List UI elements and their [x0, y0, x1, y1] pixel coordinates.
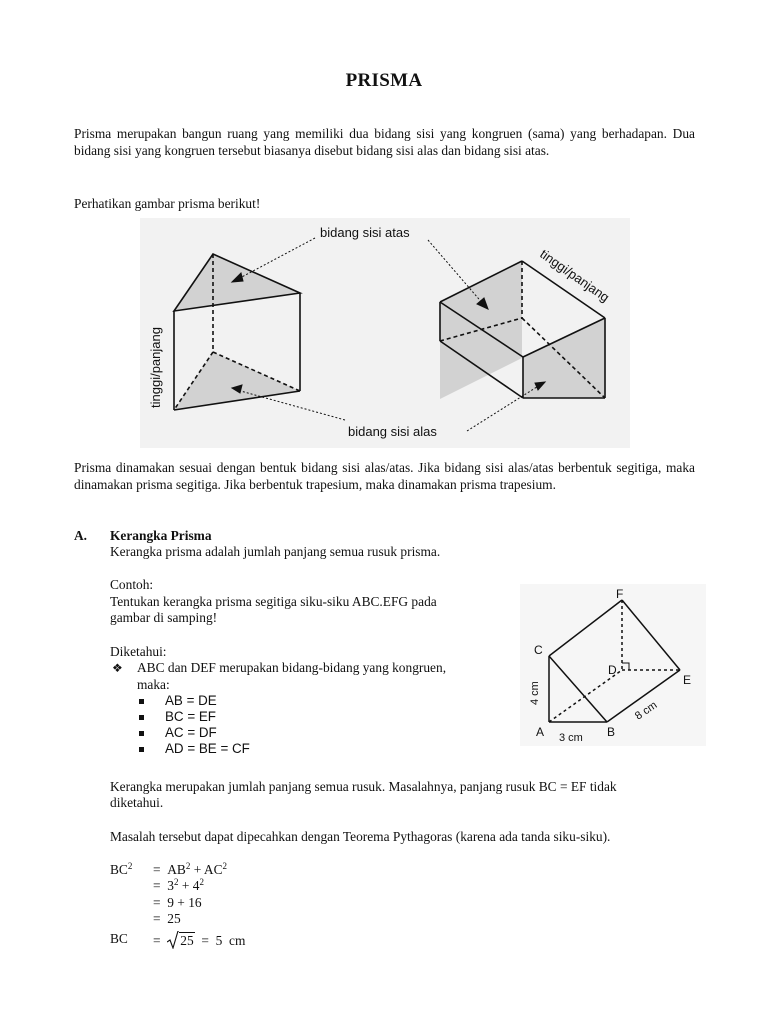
label-height-right: tinggi/panjang [537, 246, 613, 305]
calc-total: 25 [167, 911, 181, 926]
given-label: Diketahui: [110, 644, 167, 659]
sqrt-sign-icon [167, 931, 179, 949]
pythagoras-line: Masalah tersebut dapat dipecahkan dengan Teorema Pythagoras (karena ada tanda siku-siku). [110, 829, 611, 844]
problem-line-1: Tentukan kerangka prisma segitiga siku-siku ABC.EFG pada [110, 594, 437, 609]
kerangka-line-2: diketahui. [110, 795, 164, 810]
ac-length-label: 4 cm [529, 681, 541, 705]
calc-equals: = [153, 878, 161, 893]
vertex-a-label: A [536, 725, 545, 739]
sqrt-radicand: 25 [180, 933, 194, 948]
problem-line-2: gambar di samping! [110, 610, 218, 625]
vertex-c-label: C [534, 643, 543, 657]
calc-square: 2 [199, 877, 204, 887]
calc-row-4 [153, 911, 181, 927]
equality-item: AC = DF [165, 725, 217, 740]
prism-figure [140, 218, 630, 448]
equality-item: AD = BE = CF [165, 741, 250, 756]
vertex-b-label: B [607, 725, 616, 739]
calc-equals: = [153, 911, 161, 926]
calc-lhs: BC [110, 862, 128, 877]
square-bullet-icon [139, 699, 144, 704]
calc-row-1-rhs [153, 862, 227, 878]
label-bottom-face: bidang sisi alas [348, 424, 437, 439]
square-bullet-icon [139, 715, 144, 720]
page-title: PRISMA [345, 70, 423, 91]
diamond-bullet-icon: ❖ [112, 661, 123, 675]
calc-ac: AC [203, 862, 223, 877]
vertex-d-label: D [608, 663, 617, 677]
ab-length-label: 3 cm [559, 732, 583, 744]
calc-square: 2 [222, 861, 228, 871]
kerangka-line-1: Kerangka merupakan jumlah panjang semua rusuk. Masalahnya, panjang rusuk BC = EF tidak [110, 779, 617, 794]
example-label: Contoh: [110, 577, 154, 592]
calc-plus: + [193, 862, 202, 877]
square-bullet-icon [139, 747, 144, 752]
congruent-line-1: ABC dan DEF merupakan bidang-bidang yang kongruen, [137, 660, 447, 675]
calc-square: 2 [185, 861, 191, 871]
section-heading: Kerangka Prisma [110, 528, 212, 543]
congruent-line-2: maka: [137, 677, 170, 692]
calc-row-5-rhs [153, 931, 245, 949]
right-prism-figure [520, 584, 706, 746]
calc-sum: 9 + 16 [167, 895, 202, 910]
calc-square: 2 [127, 861, 133, 871]
section-letter: A. [74, 528, 88, 543]
calc-three: 3 [167, 878, 174, 893]
calc-row-3 [153, 895, 202, 911]
vertex-f-label: F [616, 587, 624, 601]
equality-item: AB = DE [165, 693, 217, 708]
intro-paragraph: Prisma merupakan bangun ruang yang memiliki dua bidang sisi yang kongruen (sama) yang berhadapan. Dua bidang sisi yang kongruen tersebut biasanya disebut bidang sisi alas dan bidang sisi atas. [74, 126, 695, 158]
label-height-left: tinggi/panjang [148, 327, 163, 408]
section-definition: Kerangka prisma adalah jumlah panjang semua rusuk prisma. [110, 544, 441, 559]
calc-equals: = [201, 933, 209, 948]
figure-instruction: Perhatikan gambar prisma berikut! [74, 196, 261, 211]
calc-equals: = [153, 862, 161, 877]
calc-row-1 [110, 862, 132, 878]
calc-row-5 [110, 931, 128, 947]
calc-equals: = [153, 895, 161, 910]
calc-plus: + [181, 878, 190, 893]
label-top-face: bidang sisi atas [320, 225, 410, 240]
equality-item: BC = EF [165, 709, 216, 724]
vertex-e-label: E [683, 673, 692, 687]
calc-lhs: BC [110, 931, 128, 946]
square-bullet-icon [139, 731, 144, 736]
calc-row-2 [153, 878, 204, 894]
calc-square: 2 [173, 877, 179, 887]
calc-equals: = [153, 933, 161, 948]
naming-paragraph: Prisma dinamakan sesuai dengan bentuk bidang sisi alas/atas. Jika bidang sisi alas/atas berbentuk segitiga, maka dinamakan prisma segitiga. Jika berbentuk trapesium, maka dinamakan prisma trapesium. [74, 460, 695, 492]
calc-four: 4 [192, 878, 200, 893]
calc-result: 5 cm [215, 933, 246, 948]
calc-ab: AB [167, 862, 186, 877]
be-length-label: 8 cm [632, 699, 660, 723]
